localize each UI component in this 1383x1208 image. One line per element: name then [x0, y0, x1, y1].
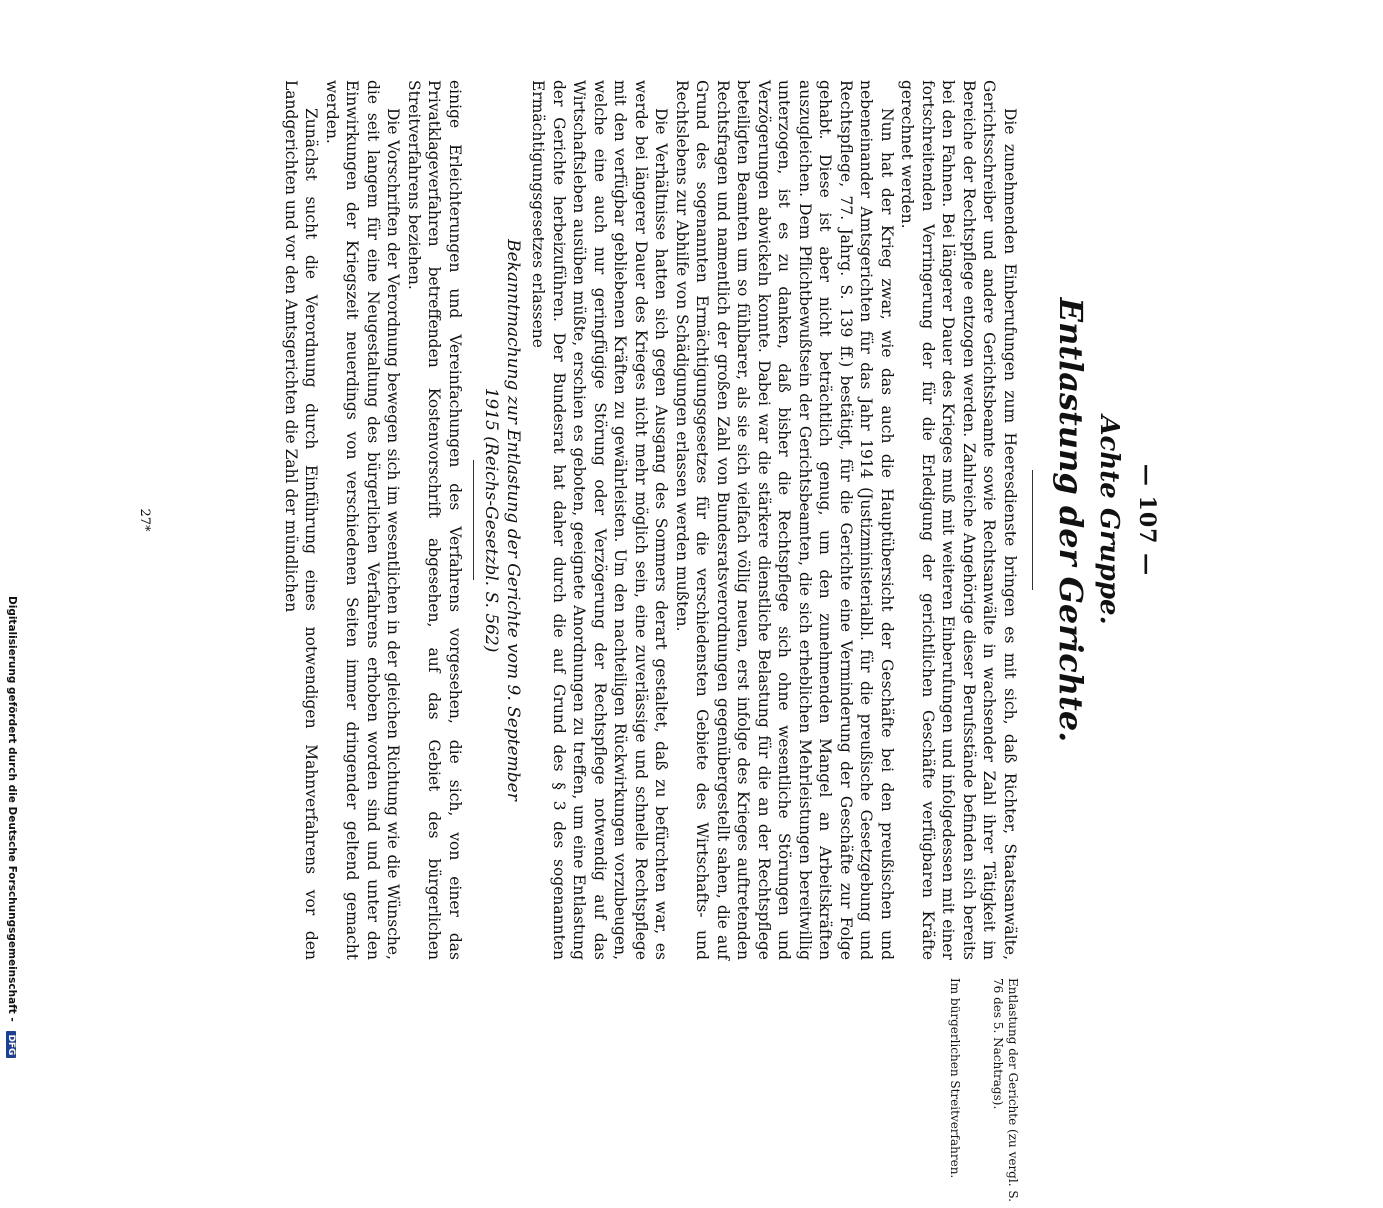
margin-notes — [947, 978, 1020, 1208]
decree-divider — [473, 460, 474, 580]
sponsor-strip — [4, 596, 18, 1056]
paragraph: Die zunehmenden Einberufungen zum Heeresdienste bringen es mit sich, daß Richter, Staatsanwälte, Gerichtsschreiber und andere Gerichtsbeamte sowie Rechtsanwälte in wachsender Zahl ihrer Tätigkeit im Bereiche der Rechtspflege entzogen werden. Zahlreiche Angehörige dieser Berufsstände befinden sich bereits bei den Fahnen. Bei längerer Dauer des Krieges muß mit weiteren Einberufungen und infolgedessen mit einer fortschreitenden Verringerung der für die Erledigung der gerichtlichen Geschäfte verfügbaren Kräfte gerechnet werden. — [898, 80, 1019, 960]
body-text — [281, 80, 1021, 960]
margin-note: Entlastung der Gerichte (zu vergl. S. 76 des 5. Nachtrags). — [991, 978, 1020, 1202]
page-number: — 107 — — [1134, 463, 1160, 577]
decree-line-1: Bekanntmachung zur Entlastung der Gerichte vom 9. September — [503, 239, 523, 801]
paragraph: Die Vorschriften der Verordnung bewegen sich im wesentlichen in der gleichen Richtung wie die Wünsche, die seit langem für eine Neugestaltung des bürgerlichen Verfahrens erhoben worden sind und unter den Einwirkungen der Kriegszeit neuerdings von verschiedenen Seiten immer dringender geltend gemacht werden. — [323, 80, 403, 960]
decree-line-2: 1915 (Reichs-Gesetzbl. S. 562) — [481, 387, 501, 653]
dfg-logo: DFG — [6, 1031, 16, 1058]
paragraph: Nun hat der Krieg zwar, wie das auch die Hauptübersicht der Geschäfte bei den preußischen und nebeneinander Amtsgerichten für das Jahr 1914 (Justizministerialbl. für die preußische Gesetzgebung und Rechtspflege, 77. Jahrg. S. 139 ff.) bestätigt, für die Gerichte eine Verminderung der Geschäfte zur Folge gehabt. Diese ist aber nicht beträchtlich genug, um den zunehmenden Mangel an Arbeitskräften auszugleichen. Dem Pflichtbewußtsein der Gerichtsbeamten, die sich erheblichen Mehrleistungen bereitwillig unterzogen, ist es zu danken, daß bisher die Rechtspflege sich ohne wesentliche Störungen und Verzögerungen abwickeln konnte. Dabei war die stärkere dienstliche Belastung für die an der Rechtspflege beteiligten Beamten um so fühlbarer, als sie sich vielfach völlig neuen, erst infolge des Krieges auftretenden Rechtsfragen und namentlich der großen Zahl von Bundesratsverordnungen gegenübergestellt sahen, die auf Grund des sogenannten Ermächtigungsgesetzes für die verschiedensten Gebiete des Wirtschafts- und Rechtslebens zur Abhilfe von Schädigungen erlassen werden mußten. — [673, 80, 896, 960]
decree-title — [480, 80, 524, 960]
group-heading: Achte Gruppe. — [1094, 415, 1124, 625]
title-divider — [1032, 470, 1033, 590]
section-title: Entlastung der Gerichte. — [1052, 297, 1090, 743]
paragraph: Zunächst sucht die Verordnung durch Einführung eines notwendigen Mahnverfahrens vor den Landgerichten und vor den Amtsgerichten die Zahl der mündlichen — [282, 80, 321, 960]
document-page — [130, 80, 1160, 1202]
sponsor-text: Digitalisierung gefördert durch die Deutsche Forschungsgemeinschaft - — [6, 596, 18, 1022]
paragraph: Die Verhältnisse hatten sich gegen Ausgang des Sommers derart gestaltet, daß zu befürchten war, es werde bei längerer Dauer des Krieges nicht mehr möglich sein, eine zuverlässige und schnelle Rechtspflege mit den verfügbar gebliebenen Kräften zu gewährleisten. Um den nachteiligen Rückwirkungen vorzubeugen, welche eine auch nur geringfügige Störung oder Verzögerung der Rechtspflege notwendig auf das Wirtschaftsleben ausüben müßte, erschien es geboten, geeignete Anordnungen zu treffen, um eine Entlastung der Gerichte herbeizuführen. Der Bundesrat hat daher durch die auf Grund des § 3 des sogenannten Ermächtigungsgesetzes erlassene — [529, 80, 671, 960]
margin-note: Im bürgerlichen Streitverfahren. — [948, 978, 962, 1179]
signature-mark: 27* — [137, 508, 152, 532]
paragraph: einige Erleichterungen und Vereinfachungen des Verfahrens vorgesehen, die sich, von einer das Privatklageverfahren betreffenden Kostenvorschrift abgesehen, auf das Gebiet des bürgerlichen Streitverfahrens beziehen. — [405, 80, 464, 960]
